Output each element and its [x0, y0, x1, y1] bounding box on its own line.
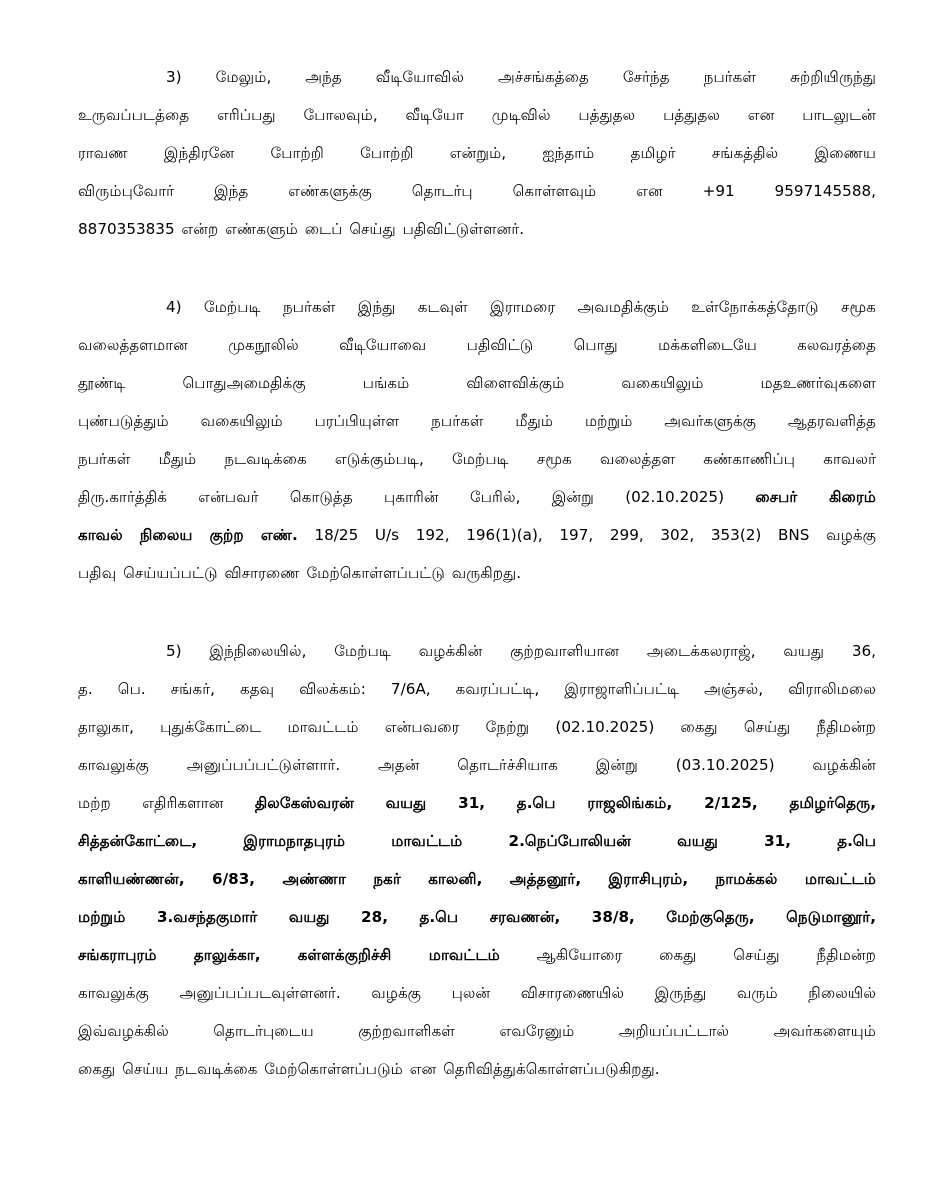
text-segment: மற்ற எதிரிகளான: [78, 794, 255, 812]
text-segment: இவ்வழக்கில் தொடர்புடைய குற்றவாளிகள் எவரேனும் அறியப்பட்டால் அவர்களையும்: [78, 1022, 876, 1040]
bold-text-segment: சித்தன்கோட்டை, இராமநாதபுரம் மாவட்டம் 2.நெப்போலியன் வயது 31, த.பெ: [78, 832, 876, 850]
text-line: [78, 746, 876, 784]
text-line: [78, 210, 876, 248]
paragraph-4: [78, 288, 876, 592]
text-segment: தாலுகா, புதுக்கோட்டை மாவட்டம் என்பவரை நேற்று (02.10.2025) கைது செய்து நீதிமன்ற: [78, 718, 876, 736]
text-line: [78, 554, 876, 592]
text-segment: விரும்புவோர் இந்த எண்களுக்கு தொடர்பு கொள்ளவும் என +91 9597145588,: [78, 182, 876, 200]
paragraph-5: [78, 632, 876, 1088]
paragraph-3: [78, 58, 876, 248]
text-segment: 8870353835 என்ற எண்களும் டைப் செய்து பதிவிட்டுள்ளனர்.: [78, 220, 525, 238]
text-line: [78, 172, 876, 210]
bold-text-segment: திலகேஸ்வரன் வயது 31, த.பெ ராஜலிங்கம், 2/125, தமிழர்தெரு,: [254, 794, 877, 812]
text-segment: 5) இந்நிலையில், மேற்படி வழக்கின் குற்றவாளியான அடைக்கலராஜ், வயது 36,: [166, 642, 876, 660]
text-segment: ராவண இந்திரனே போற்றி போற்றி என்றும், ஐந்தாம் தமிழர் சங்கத்தில் இணைய: [78, 144, 876, 162]
text-line: [78, 288, 876, 326]
text-segment: 4) மேற்படி நபர்கள் இந்து கடவுள் இராமரை அவமதிக்கும் உள்நோக்கத்தோடு சமூக: [166, 298, 876, 316]
text-line: [78, 364, 876, 402]
text-segment: 3) மேலும், அந்த வீடியோவில் அச்சங்கத்தை சேர்ந்த நபர்கள் சுற்றியிருந்து: [166, 68, 876, 86]
text-line: [78, 326, 876, 364]
text-line: [78, 974, 876, 1012]
text-segment: பதிவு செய்யப்பட்டு விசாரணை மேற்கொள்ளப்பட்டு வருகிறது.: [78, 564, 522, 582]
text-line: [78, 516, 876, 554]
text-line: [78, 632, 876, 670]
text-segment: 18/25 U/s 192, 196(1)(a), 197, 299, 302, 353(2) BNS வழக்கு: [297, 526, 876, 544]
text-line: [78, 670, 876, 708]
text-line: [78, 96, 876, 134]
bold-text-segment: சங்கராபுரம் தாலுக்கா, கள்ளக்குறிச்சி மாவட்டம்: [78, 946, 500, 964]
bold-text-segment: காவல் நிலைய குற்ற எண்.: [78, 526, 298, 544]
text-line: [78, 898, 876, 936]
text-line: [78, 402, 876, 440]
text-line: [78, 134, 876, 172]
text-line: [78, 1050, 876, 1088]
text-segment: புண்படுத்தும் வகையிலும் பரப்பியுள்ள நபர்கள் மீதும் மற்றும் அவர்களுக்கு ஆதரவளித்த: [78, 412, 876, 430]
text-segment: கைது செய்ய நடவடிக்கை மேற்கொள்ளப்படும் என தெரிவித்துக்கொள்ளப்படுகிறது.: [78, 1060, 660, 1078]
text-segment: காவலுக்கு அனுப்பப்படவுள்ளனர். வழக்கு புலன் விசாரணையில் இருந்து வரும் நிலையில்: [78, 984, 876, 1002]
text-line: [78, 860, 876, 898]
text-line: [78, 822, 876, 860]
document-body: [78, 58, 876, 1088]
text-segment: ஆகியோரை கைது செய்து நீதிமன்ற: [499, 946, 876, 964]
bold-text-segment: காளியண்ணன், 6/83, அண்ணா நகர் காலனி, அத்தனூர், இராசிபுரம், நாமக்கல் மாவட்டம்: [78, 870, 876, 888]
text-line: [78, 784, 876, 822]
text-line: [78, 936, 876, 974]
text-line: [78, 1012, 876, 1050]
text-segment: வலைத்தளமான முகநூலில் வீடியோவை பதிவிட்டு பொது மக்களிடையே கலவரத்தை: [78, 336, 876, 354]
text-segment: த. பெ. சங்கர், கதவு விலக்கம்: 7/6A, கவரப்பட்டி, இராஜாளிப்பட்டி அஞ்சல், விராலிமலை: [78, 680, 876, 698]
text-line: [78, 478, 876, 516]
text-line: [78, 708, 876, 746]
text-segment: உருவப்படத்தை எரிப்பது போலவும், வீடியோ முடிவில் பத்துதல பத்துதல என பாடலுடன்: [78, 106, 876, 124]
text-line: [78, 58, 876, 96]
bold-text-segment: மற்றும் 3.வசந்தகுமார் வயது 28, த.பெ சரவணன், 38/8, மேற்குதெரு, நெடுமானூர்,: [78, 908, 876, 926]
text-segment: திரு.கார்த்திக் என்பவர் கொடுத்த புகாரின் பேரில், இன்று (02.10.2025): [78, 488, 756, 506]
text-line: [78, 440, 876, 478]
text-segment: தூண்டி பொதுஅமைதிக்கு பங்கம் விளைவிக்கும் வகையிலும் மதஉணர்வுகளை: [78, 374, 876, 392]
text-segment: நபர்கள் மீதும் நடவடிக்கை எடுக்கும்படி, மேற்படி சமூக வலைத்தள கண்காணிப்பு காவலர்: [78, 450, 876, 468]
bold-text-segment: சைபர் கிரைம்: [755, 488, 876, 506]
text-segment: காவலுக்கு அனுப்பப்பட்டுள்ளார். அதன் தொடர்ச்சியாக இன்று (03.10.2025) வழக்கின்: [78, 756, 876, 774]
